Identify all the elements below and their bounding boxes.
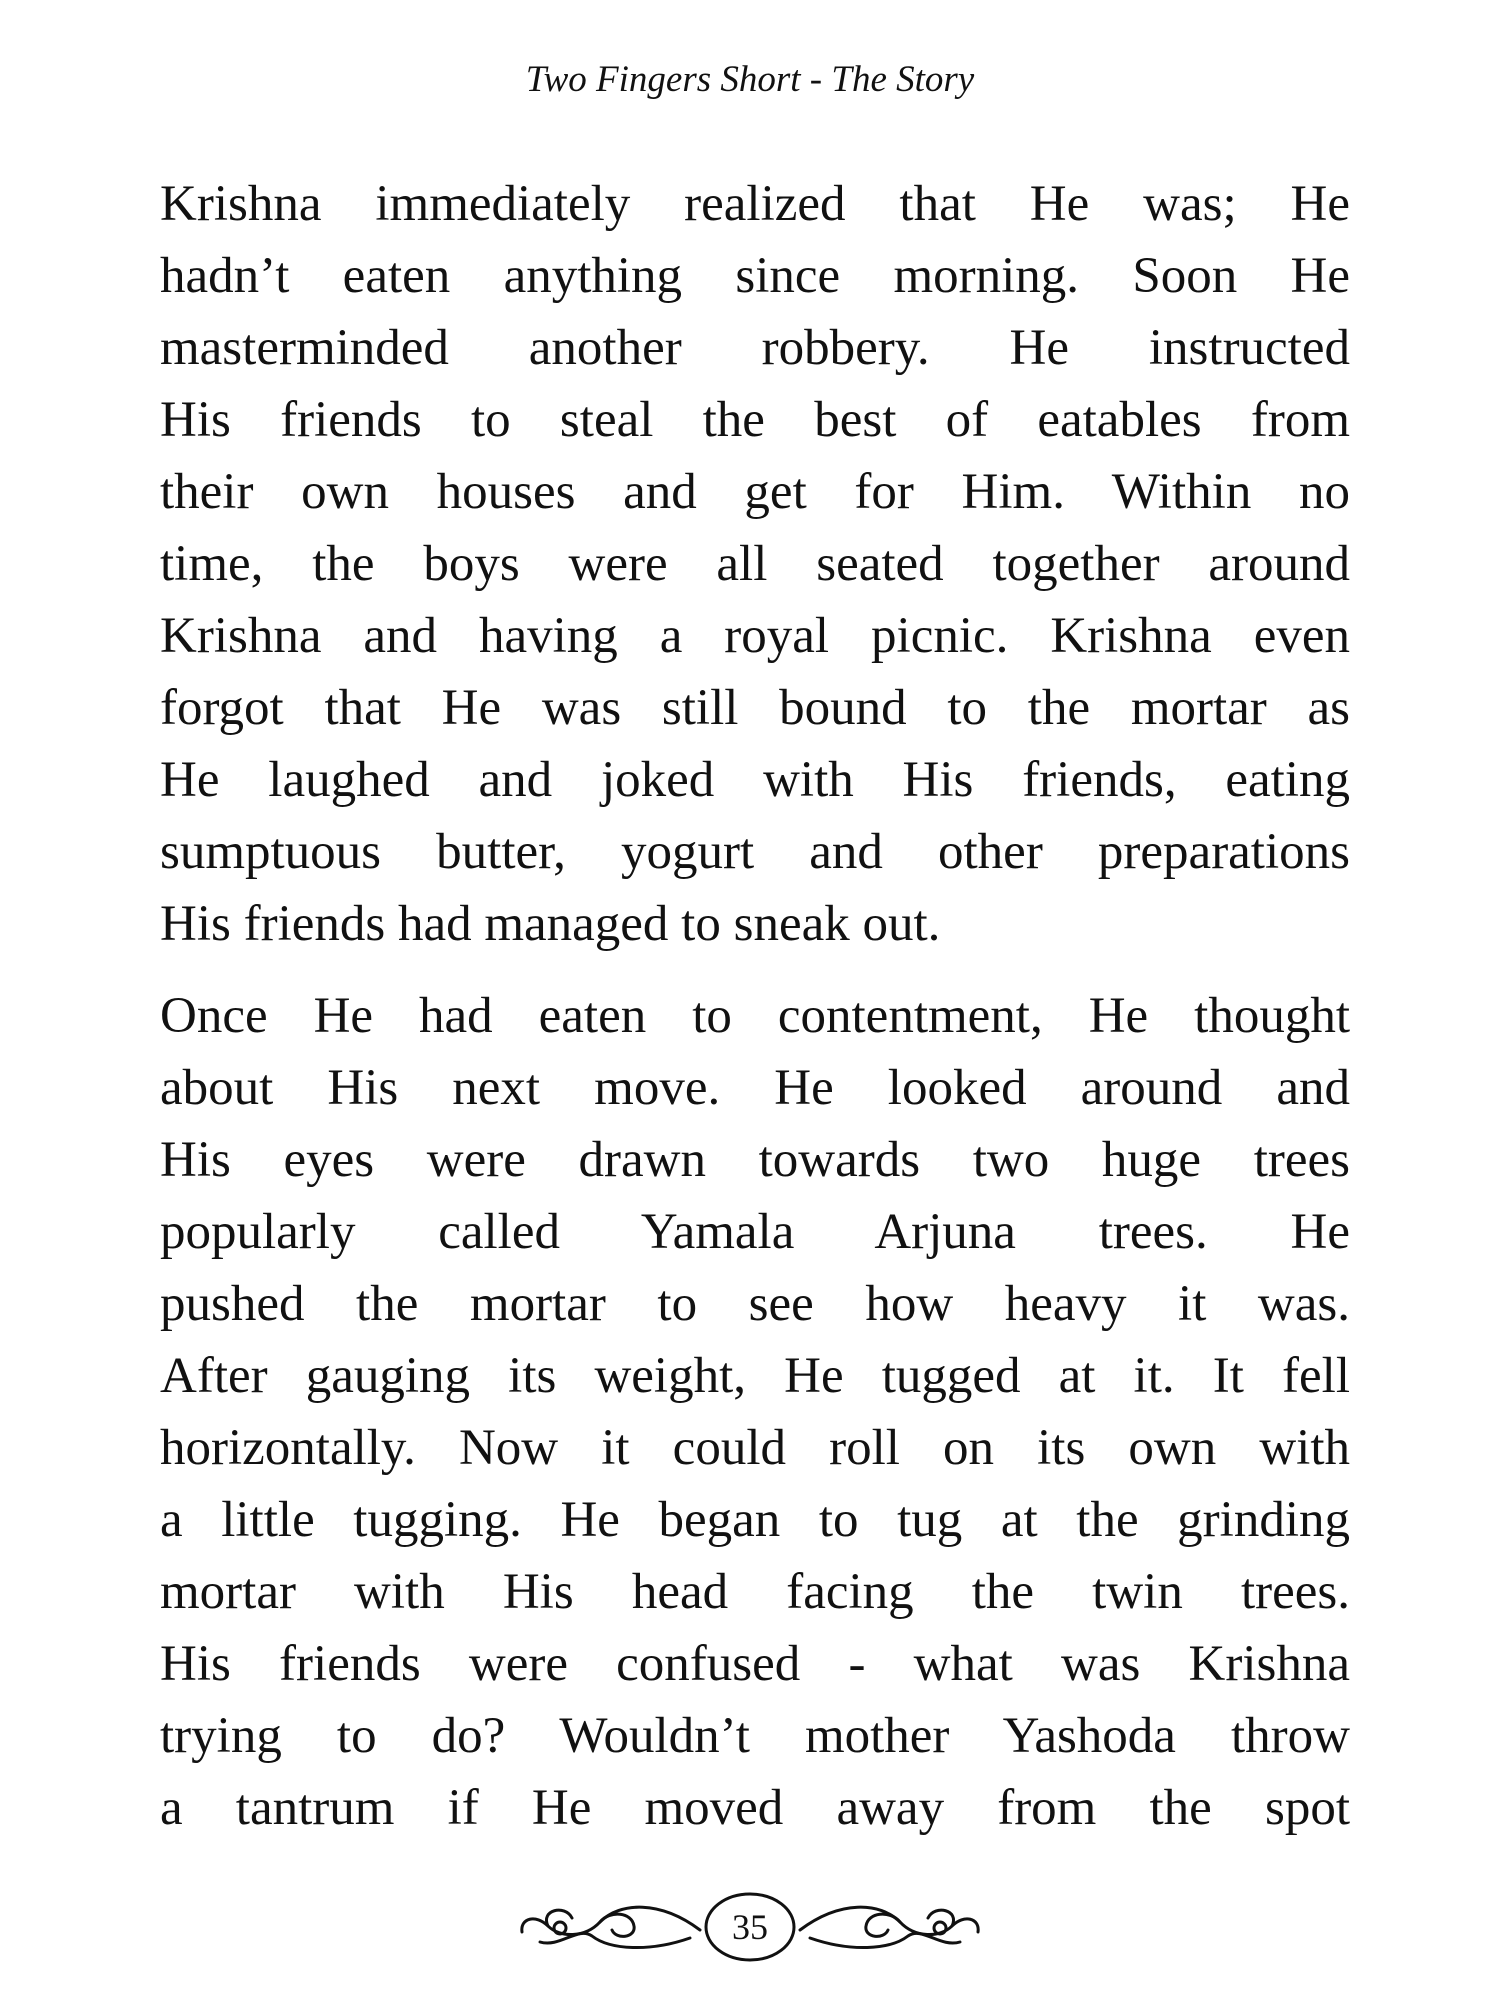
- text-line: a tantrum if He moved away from the spot: [160, 1780, 1350, 1836]
- text-line: hadn’t eaten anything since morning. Soon He: [160, 248, 1350, 304]
- text-line: forgot that He was still bound to the mortar as: [160, 680, 1350, 736]
- paragraph-1: [160, 168, 1350, 960]
- text-line: horizontally. Now it could roll on its own with: [160, 1420, 1350, 1476]
- text-line: He laughed and joked with His friends, eating: [160, 752, 1350, 808]
- text-line: their own houses and get for Him. Within no: [160, 464, 1350, 520]
- text-line: masterminded another robbery. He instructed: [160, 320, 1350, 376]
- text-line: After gauging its weight, He tugged at it. It fell: [160, 1348, 1350, 1404]
- text-line: His friends had managed to sneak out.: [160, 896, 941, 952]
- text-line: Krishna and having a royal picnic. Krishna even: [160, 608, 1350, 664]
- text-line: about His next move. He looked around and: [160, 1060, 1350, 1116]
- paragraph-2: [160, 980, 1350, 1844]
- text-line: a little tugging. He began to tug at the grinding: [160, 1492, 1350, 1548]
- text-line: sumptuous butter, yogurt and other preparations: [160, 824, 1350, 880]
- text-line: pushed the mortar to see how heavy it was.: [160, 1276, 1350, 1332]
- text-line: Krishna immediately realized that He was; He: [160, 176, 1350, 232]
- text-line: mortar with His head facing the twin trees.: [160, 1564, 1350, 1620]
- text-line: trying to do? Wouldn’t mother Yashoda throw: [160, 1708, 1350, 1764]
- page-number: 35: [732, 1907, 768, 1947]
- text-line: His friends to steal the best of eatables from: [160, 392, 1350, 448]
- text-line: Once He had eaten to contentment, He thought: [160, 988, 1350, 1044]
- text-line: His eyes were drawn towards two huge trees: [160, 1132, 1350, 1188]
- text-line: popularly called Yamala Arjuna trees. He: [160, 1204, 1350, 1260]
- text-line: His friends were confused - what was Krishna: [160, 1636, 1350, 1692]
- running-head: Two Fingers Short - The Story: [525, 59, 975, 100]
- page-number-ornament: [0, 1890, 1500, 1964]
- text-line: time, the boys were all seated together around: [160, 536, 1350, 592]
